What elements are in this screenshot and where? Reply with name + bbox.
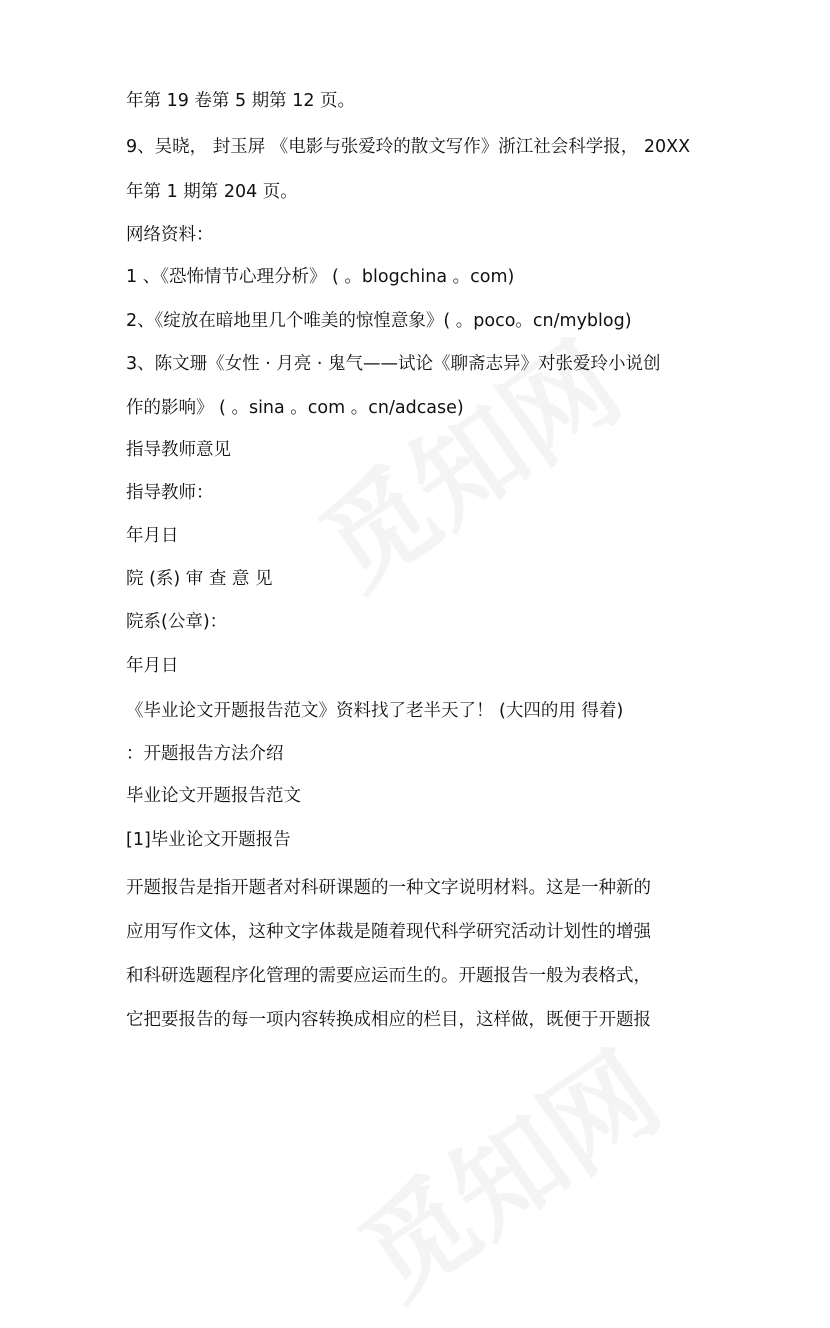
text-line: 年第 19 卷第 5 期第 12 页。 bbox=[126, 91, 356, 111]
text-line: 作的影响》 ( 。sina 。com 。cn/adcase) bbox=[126, 398, 464, 418]
text-line: 毕业论文开题报告范文 bbox=[126, 786, 301, 806]
text-line: 2、《绽放在暗地里几个唯美的惊惶意象》( 。poco。cn/myblog) bbox=[126, 311, 632, 331]
text-line: 1 、《恐怖情节心理分析》 ( 。blogchina 。com) bbox=[126, 267, 515, 287]
text-line: 年月日 bbox=[126, 656, 179, 676]
watermark bbox=[285, 300, 646, 619]
text-line: 年月日 bbox=[126, 526, 179, 546]
text-line: 9、吴晓， 封玉屏 《电影与张爱玲的散文写作》浙江社会科学报， 20XX bbox=[126, 137, 691, 157]
text-line: 3、陈文珊《女性 · 月亮 · 鬼气——试论《聊斋志异》对张爱玲小说创 bbox=[126, 354, 661, 374]
text-line: 指导教师： bbox=[126, 483, 214, 503]
text-line: 年第 1 期第 204 页。 bbox=[126, 182, 298, 202]
text-line: 指导教师意见 bbox=[126, 440, 231, 460]
text-line: [1]毕业论文开题报告 bbox=[126, 830, 291, 850]
paragraph-line: 它把要报告的每一项内容转换成相应的栏目，这样做，既便于开题报 bbox=[126, 1010, 651, 1030]
paragraph-line: 开题报告是指开题者对科研课题的一种文字说明材料。这是一种新的 bbox=[126, 878, 651, 898]
text-line: 院系(公章)： bbox=[126, 612, 228, 632]
paragraph-line: 应用写作文体，这种文字体裁是随着现代科学研究活动计划性的增强 bbox=[126, 922, 651, 942]
text-line: 院 (系) 审 查 意 见 bbox=[126, 569, 273, 589]
text-line: ：开题报告方法介绍 bbox=[126, 744, 284, 764]
watermark bbox=[325, 1010, 686, 1328]
body-paragraph bbox=[126, 874, 711, 1054]
text-line: 《毕业论文开题报告范文》资料找了老半天了！ (大四的用 得着) bbox=[126, 701, 624, 721]
paragraph-line: 和科研选题程序化管理的需要应运而生的。开题报告一般为表格式， bbox=[126, 966, 651, 986]
text-line: 网络资料： bbox=[126, 225, 214, 245]
